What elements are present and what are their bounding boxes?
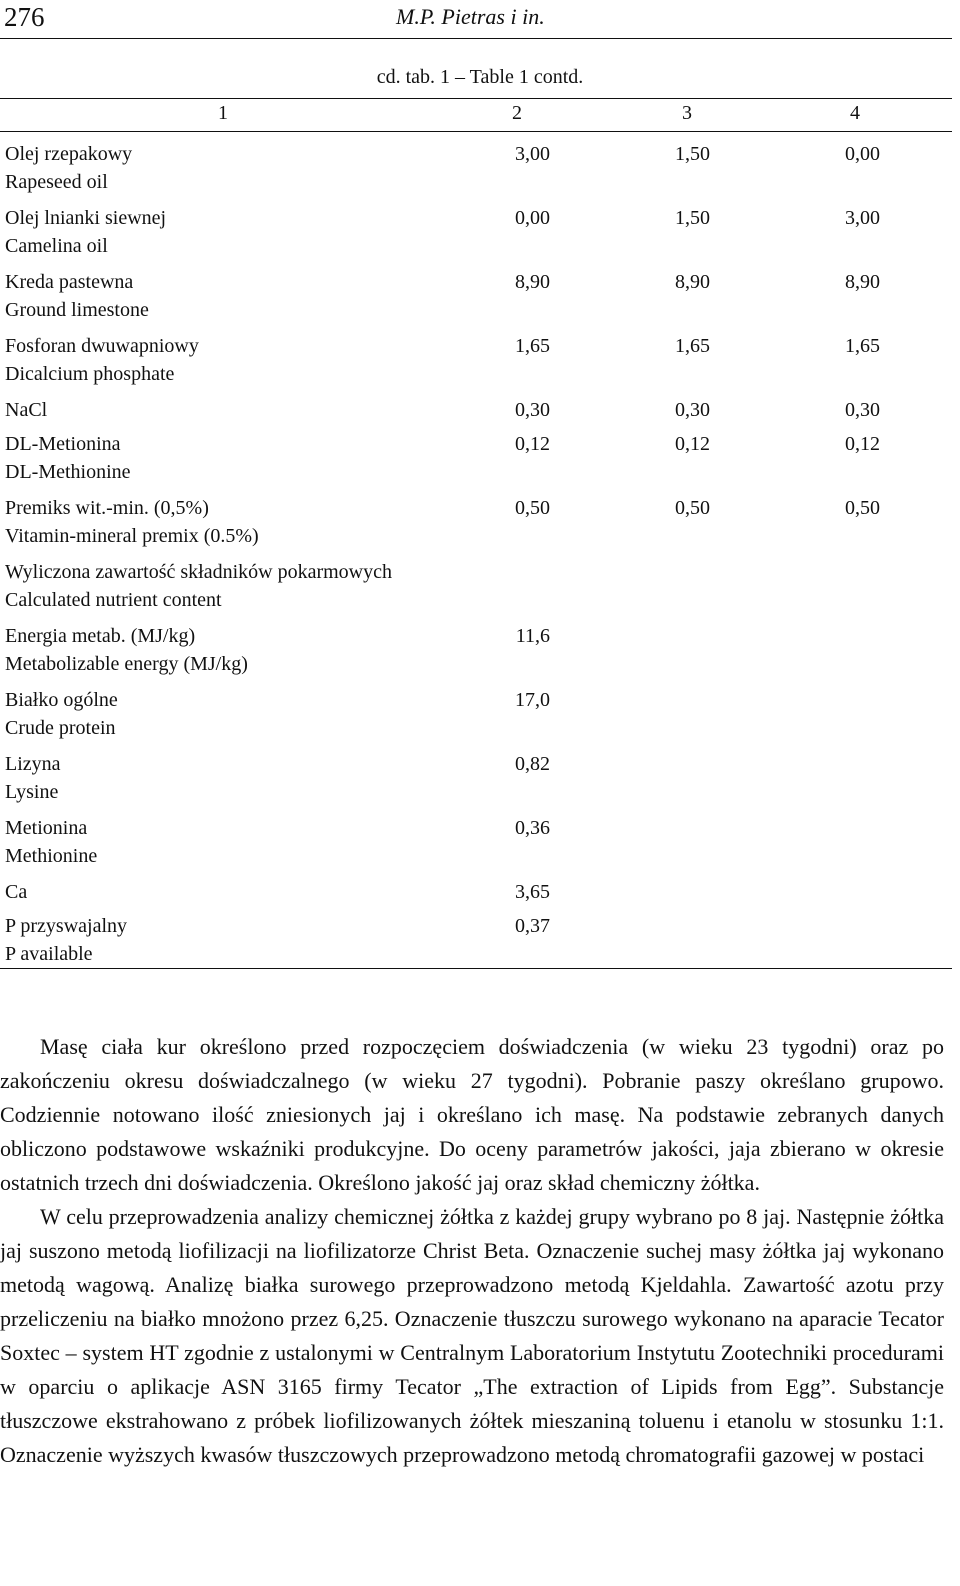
row-label <box>5 622 248 678</box>
cell-value: 0,37 <box>515 915 550 937</box>
cell-value: 0,30 <box>515 399 550 421</box>
row-label-pl: Kreda pastewna <box>5 271 134 293</box>
row-label-en: Rapeseed oil <box>5 171 108 193</box>
paragraph: Masę ciała kur określono przed rozpoczęciem doświadczenia (w wieku 23 tygodni) oraz po zakończeniu okresu doświadczalnego (w wieku 27 tygodni). Pobranie paszy określano grupowo. Codziennie notowano ilość zniesionych jaj i określano ich masę. Na podstawie zebranych danych obliczono podstawowe wskaźniki produkcyjne. Do oceny parametrów jakości, jaja zbierano w okresie ostatnich trzech dni doświadczenia. Określono jakość jaj oraz skład chemiczny żółtka. <box>0 1034 944 1195</box>
table-row <box>0 328 952 392</box>
row-label-pl: Metionina <box>5 817 88 839</box>
table-row <box>0 264 952 328</box>
row-label-pl: DL-Metionina <box>5 433 121 455</box>
cell-value: 3,00 <box>515 143 550 165</box>
cell-value: 0,82 <box>515 753 550 775</box>
row-label-pl: Fosforan dwuwapniowy <box>5 335 199 357</box>
row-label-pl: NaCl <box>5 399 48 421</box>
cell-value: 1,50 <box>675 143 710 165</box>
table-top-rule <box>0 98 952 99</box>
cell-value: 1,65 <box>515 335 550 357</box>
table-row <box>0 908 952 972</box>
cell-value: 0,12 <box>675 433 710 455</box>
row-label <box>5 204 166 260</box>
cell-value: 17,0 <box>515 689 550 711</box>
section-heading-en: Calculated nutrient content <box>5 589 222 611</box>
row-label <box>5 140 132 196</box>
table-row <box>0 136 952 200</box>
table-row <box>0 810 952 874</box>
cell-value: 1,65 <box>845 335 880 357</box>
row-label <box>5 332 199 388</box>
row-label-en: Crude protein <box>5 717 116 739</box>
row-label-en: DL-Methionine <box>5 461 131 483</box>
cell-value: 11,6 <box>515 625 550 647</box>
cell-value: 0,50 <box>675 497 710 519</box>
cell-value: 3,00 <box>845 207 880 229</box>
cell-value: 0,50 <box>515 497 550 519</box>
table-bottom-rule <box>0 968 952 969</box>
row-label-en: Vitamin-mineral premix (0.5%) <box>5 525 259 547</box>
row-label-pl: Premiks wit.-min. (0,5%) <box>5 497 209 519</box>
column-header-4: 4 <box>850 102 860 124</box>
table-row <box>0 392 952 426</box>
cell-value: 0,00 <box>845 143 880 165</box>
table-row <box>0 618 952 682</box>
row-label-en: Dicalcium phosphate <box>5 363 175 385</box>
row-label-en: Metabolizable energy (MJ/kg) <box>5 653 248 675</box>
cell-value: 0,12 <box>515 433 550 455</box>
table-row <box>0 682 952 746</box>
cell-value: 3,65 <box>515 881 550 903</box>
cell-value: 0,50 <box>845 497 880 519</box>
running-head: M.P. Pietras i in. <box>396 4 545 29</box>
cell-value: 0,30 <box>845 399 880 421</box>
row-label <box>5 494 259 550</box>
row-label <box>5 878 27 906</box>
row-label-en: Lysine <box>5 781 59 803</box>
table-row <box>0 874 952 908</box>
row-label-pl: Olej lnianki siewnej <box>5 207 167 229</box>
row-label-pl: Ca <box>5 881 28 903</box>
row-label <box>5 268 149 324</box>
row-label <box>5 814 97 870</box>
cell-value: 8,90 <box>515 271 550 293</box>
paragraph: W celu przeprowadzenia analizy chemicznej żółtka z każdej grupy wybrano po 8 jaj. Następnie żółtka jaj suszono metodą liofilizacji na liofilizatorze Christ Beta. Oznaczenie suchej masy żółtka jaj wykonano metodą wagową. Analizę białka surowego przeprowadzono metodą Kjeldahla. Zawartość azotu przy przeliczeniu na białko mnożono przez 6,25. Oznaczenie tłuszczu surowego wykonano na aparacie Tecator Soxtec – system HT zgodnie z ustalonymi w Centralnym Laboratorium Instytutu Zootechniki procedurami w oparciu o aplikacje ASN 3165 firmy Tecator „The extraction of Lipids from Egg”. Substancje tłuszczowe ekstrahowano z próbek liofilizowanych żółtek mieszaniną toluenu i etanolu w stosunku 1:1. Oznaczenie wyższych kwasów tłuszczowych przeprowadzono metodą chromatografii gazowej w postaci <box>0 1204 944 1467</box>
cell-value: 0,36 <box>515 817 550 839</box>
row-label-pl: Lizyna <box>5 753 61 775</box>
section-heading-pl: Wyliczona zawartość składników pokarmowych <box>5 561 393 583</box>
cell-value: 8,90 <box>675 271 710 293</box>
header-rule <box>0 38 952 39</box>
page-header <box>0 0 960 40</box>
body-text <box>0 1030 944 1472</box>
table-row <box>0 746 952 810</box>
table-row <box>0 200 952 264</box>
row-label <box>5 912 127 968</box>
table-caption: cd. tab. 1 – Table 1 contd. <box>376 66 584 88</box>
row-label <box>5 686 118 742</box>
table-row <box>0 490 952 554</box>
row-label-pl: Olej rzepakowy <box>5 143 133 165</box>
row-label <box>5 396 47 424</box>
page-number: 276 <box>4 2 45 32</box>
section-heading <box>5 558 392 614</box>
column-header-3: 3 <box>682 102 692 124</box>
cell-value: 0,12 <box>845 433 880 455</box>
row-label-en: P available <box>5 943 93 965</box>
row-label-pl: P przyswajalny <box>5 915 128 937</box>
section-heading-row <box>0 554 952 618</box>
row-label <box>5 750 61 806</box>
column-header-rule <box>0 131 952 132</box>
row-label-pl: Białko ogólne <box>5 689 118 711</box>
cell-value: 1,65 <box>675 335 710 357</box>
cell-value: 0,00 <box>515 207 550 229</box>
table-row <box>0 426 952 490</box>
row-label-pl: Energia metab. (MJ/kg) <box>5 625 196 647</box>
column-header-2: 2 <box>512 102 522 124</box>
row-label <box>5 430 131 486</box>
cell-value: 8,90 <box>845 271 880 293</box>
cell-value: 1,50 <box>675 207 710 229</box>
column-header-1: 1 <box>218 102 228 124</box>
table-body <box>0 136 952 972</box>
row-label-en: Methionine <box>5 845 98 867</box>
row-label-en: Camelina oil <box>5 235 108 257</box>
row-label-en: Ground limestone <box>5 299 149 321</box>
cell-value: 0,30 <box>675 399 710 421</box>
